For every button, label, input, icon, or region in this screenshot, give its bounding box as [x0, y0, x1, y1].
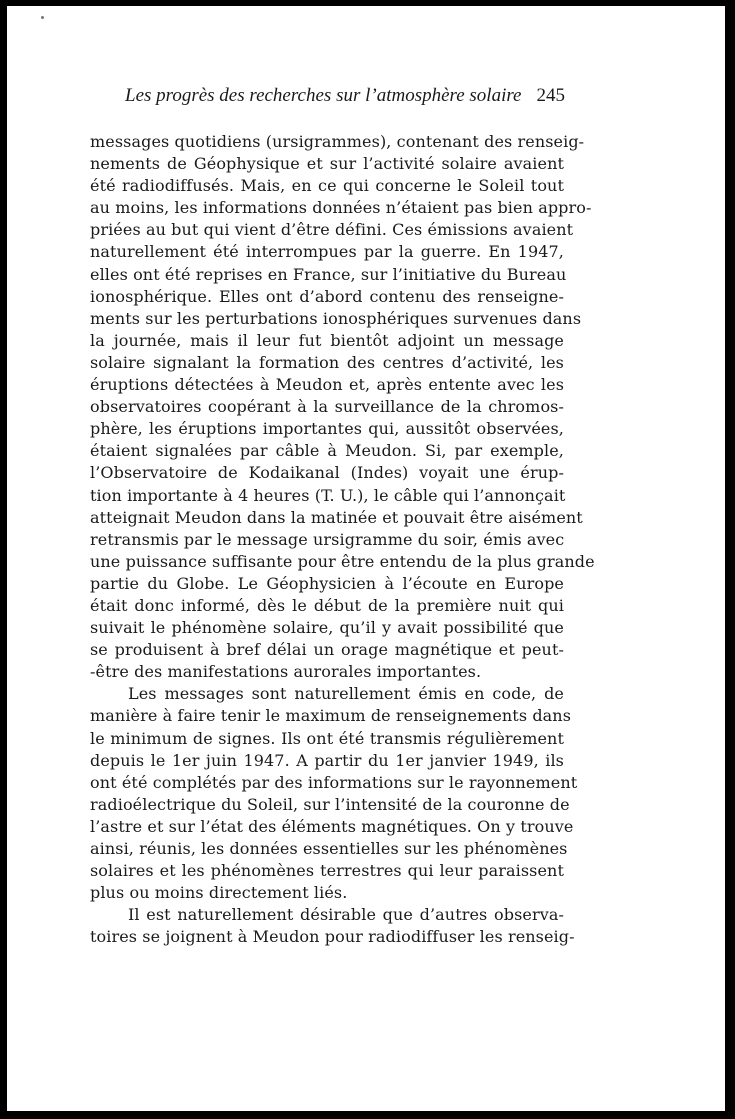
text-line: tion importante à 4 heures (T. U.), le câble qui l’annonçait [90, 485, 566, 505]
text-line: suivait le phénomène solaire, qu’il y avait possibilité que [90, 618, 564, 638]
text-line: naturellement été interrompues par la guerre. En 1947, [90, 242, 564, 262]
text-line: Les messages sont naturellement émis en code, de [128, 684, 564, 704]
text-line: étaient signalées par câble à Meudon. Si, par exemple, [90, 441, 564, 461]
text-line: était donc informé, dès le début de la première nuit qui [90, 595, 564, 615]
text-line: éruptions détectées à Meudon et, après entente avec les [90, 375, 564, 395]
text-line: une puissance suffisante pour être entendu de la plus grande [90, 551, 595, 571]
text-line: ments sur les perturbations ionosphériques survenues dans [90, 308, 582, 328]
text-line: Il est naturellement désirable que d’autres observa- [128, 905, 564, 925]
text-line: au moins, les informations données n’étaient pas bien appro- [90, 198, 592, 218]
text-line: l’astre et sur l’état des éléments magnétiques. On y trouve [90, 816, 574, 836]
text-line: l’Observatoire de Kodaikanal (Indes) voyait une érup- [90, 463, 564, 483]
text-line: -être des manifestations aurorales importantes. [90, 662, 482, 682]
text-line: partie du Globe. Le Géophysicien à l’écoute en Europe [90, 573, 564, 593]
text-line: le minimum de signes. Ils ont été transmis régulièrement [90, 728, 564, 748]
body-text [90, 131, 595, 948]
paragraph [90, 683, 578, 904]
text-line: ionosphérique. Elles ont d’abord contenu des renseigne- [90, 286, 564, 306]
text-line: plus ou moins directement liés. [90, 883, 348, 903]
text-line: toires se joignent à Meudon pour radiodiffuser les renseig- [90, 927, 575, 947]
text-line: la journée, mais il leur fut bientôt adjoint un message [90, 330, 564, 350]
text-line: été radiodiffusés. Mais, en ce qui concerne le Soleil tout [90, 176, 564, 196]
text-line: radioélectrique du Soleil, sur l’intensité de la couronne de [90, 794, 570, 814]
scan-speck [41, 16, 44, 19]
text-line: manière à faire tenir le maximum de renseignements dans [90, 706, 572, 726]
running-header [125, 84, 565, 108]
page-number: 245 [536, 85, 565, 106]
text-line: elles ont été reprises en France, sur l’initiative du Bureau [90, 264, 567, 284]
text-line: atteignait Meudon dans la matinée et pouvait être aisément [90, 507, 583, 527]
text-line: phère, les éruptions importantes qui, aussitôt observées, [90, 419, 564, 439]
text-line: observatoires coopérant à la surveillance de la chromos- [90, 397, 564, 417]
text-line: priées au but qui vient d’être défini. Ces émissions avaient [90, 220, 574, 240]
text-line: ainsi, réunis, les données essentielles sur les phénomènes [90, 839, 568, 858]
text-line: retransmis par le message ursigramme du soir, émis avec [90, 529, 565, 549]
text-line: solaires et les phénomènes terrestres qui leur paraissent [90, 861, 564, 881]
book-page [7, 6, 725, 1111]
running-title: Les progrès des recherches sur l’atmosphère solaire [125, 85, 522, 106]
text-line: nements de Géophysique et sur l’activité solaire avaient [90, 154, 564, 174]
paragraph [90, 904, 575, 948]
paragraph [90, 131, 595, 683]
text-line: se produisent à bref délai un orage magnétique et peut- [90, 640, 564, 660]
text-line: messages quotidiens (ursigrammes), contenant des renseig- [90, 132, 585, 151]
text-line: depuis le 1er juin 1947. A partir du 1er janvier 1949, ils [90, 750, 564, 770]
text-line: solaire signalant la formation des centres d’activité, les [90, 352, 564, 372]
text-line: ont été complétés par des informations sur le rayonnement [90, 772, 578, 792]
